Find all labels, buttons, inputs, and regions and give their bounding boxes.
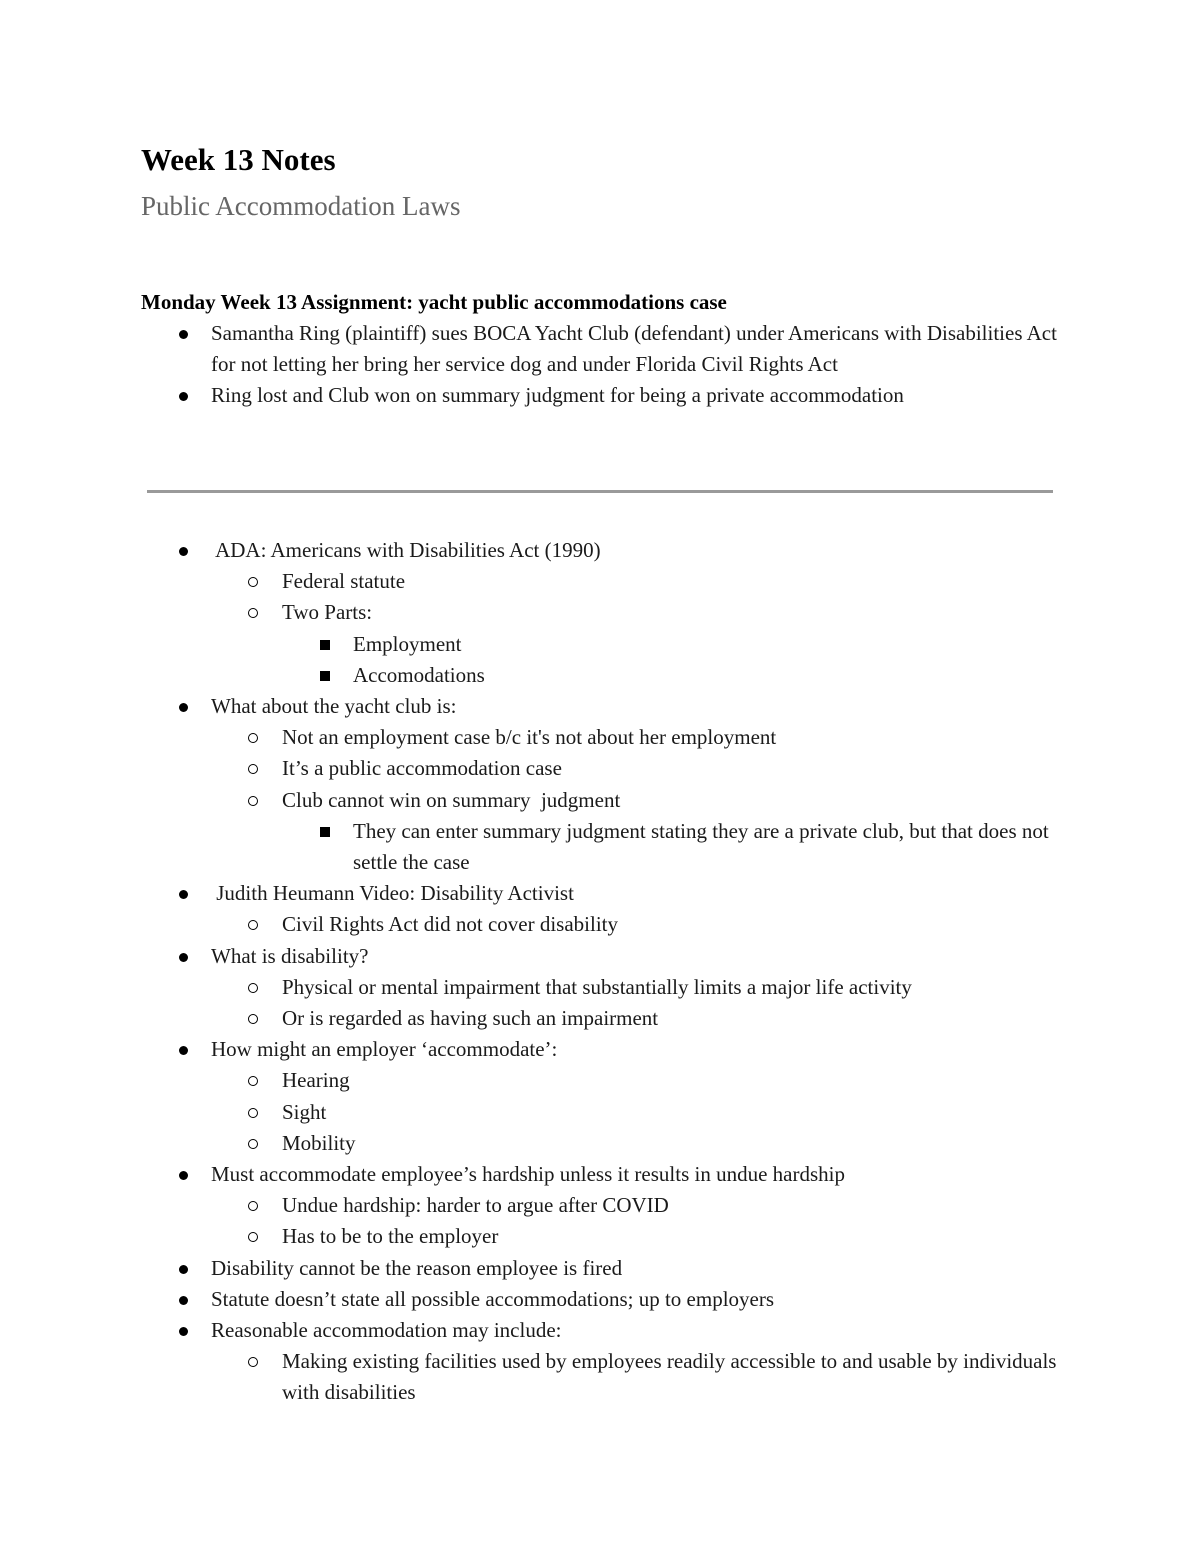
bullet-disc-icon [179, 1265, 188, 1274]
bullet-circle-icon [248, 1014, 258, 1024]
bullet-square-icon [320, 827, 330, 837]
list-item-text: Physical or mental impairment that substantially limits a major life activity [282, 974, 912, 999]
list-item [141, 691, 1061, 722]
bullet-square-icon [320, 640, 330, 650]
list-item [141, 1003, 1061, 1034]
list-item-text: What about the yacht club is: [211, 694, 457, 719]
bullet-disc-icon [179, 1327, 188, 1336]
list-item [141, 1284, 1061, 1315]
list-item [141, 1221, 1061, 1252]
list-item [141, 597, 1061, 628]
bullet-disc-icon [179, 1296, 188, 1305]
list-item-text: Sight [282, 1099, 327, 1124]
list-item-text: Reasonable accommodation may include: [211, 1318, 562, 1343]
list-item [141, 909, 1061, 940]
bullet-circle-icon [248, 1076, 258, 1086]
bullet-circle-icon [248, 983, 258, 993]
bullet-circle-icon [248, 1201, 258, 1211]
list-item-text: Or is regarded as having such an impairment [282, 1006, 659, 1031]
assignment-heading: Monday Week 13 Assignment: yacht public accommodations case [141, 290, 727, 314]
list-item [141, 753, 1061, 784]
bullet-disc-icon [179, 1046, 188, 1055]
bullet-circle-icon [248, 764, 258, 774]
bullet-square-icon [320, 671, 330, 681]
list-item [141, 785, 1061, 816]
list-item [141, 941, 1061, 972]
list-item [141, 878, 1061, 909]
list-item-text: Undue hardship: harder to argue after COVID [282, 1193, 669, 1218]
list-item-text: What is disability? [211, 943, 369, 968]
bullet-circle-icon [248, 577, 258, 587]
bullet-circle-icon [248, 608, 258, 618]
page-subtitle: Public Accommodation Laws [141, 191, 461, 221]
list-item-text: Ring lost and Club won on summary judgment for being a private accommodation [211, 383, 904, 408]
list-item-text: Mobility [282, 1130, 356, 1155]
assignment-list [141, 318, 1061, 412]
bullet-disc-icon [179, 547, 188, 556]
list-item-text: Not an employment case b/c it's not about her employment [282, 725, 777, 750]
bullet-circle-icon [248, 920, 258, 930]
list-item [141, 972, 1061, 1003]
list-item-text: Statute doesn’t state all possible accommodations; up to employers [211, 1286, 775, 1311]
bullet-circle-icon [248, 1108, 258, 1118]
list-item [141, 1253, 1061, 1284]
bullet-disc-icon [179, 1171, 188, 1180]
bullet-circle-icon [248, 1139, 258, 1149]
bullet-circle-icon [248, 1232, 258, 1242]
list-item [141, 660, 1061, 691]
list-item-text: ADA: Americans with Disabilities Act (1990) [211, 538, 601, 562]
list-item-text: Civil Rights Act did not cover disability [282, 912, 618, 937]
horizontal-divider [147, 490, 1053, 493]
bullet-circle-icon [248, 796, 258, 806]
list-item-text: Hearing [282, 1068, 350, 1093]
page-title: Week 13 Notes [141, 142, 336, 177]
list-item [141, 1159, 1061, 1190]
list-item-text: Disability cannot be the reason employee is fired [211, 1255, 623, 1280]
bullet-circle-icon [248, 1357, 258, 1367]
list-item-text: Two Parts: [282, 600, 373, 625]
list-item [141, 318, 1061, 380]
list-item-text: Employment [353, 631, 462, 656]
list-item [141, 1034, 1061, 1065]
list-item [141, 629, 1061, 660]
bullet-disc-icon [179, 703, 188, 712]
list-item-text: Club cannot win on summary judgment [282, 787, 621, 812]
list-item [141, 1190, 1061, 1221]
bullet-disc-icon [179, 890, 188, 899]
list-item [141, 1315, 1061, 1346]
list-item [141, 535, 1061, 566]
list-item-text: Must accommodate employee’s hardship unless it results in undue hardship [211, 1162, 845, 1187]
list-item [141, 380, 1061, 411]
list-item-text: Samantha Ring (plaintiff) sues BOCA Yacht Club (defendant) under Americans with Disabilities Act for not letting her bring her service dog and under Florida Civil Rights Act [211, 321, 1057, 377]
list-item [141, 816, 1061, 878]
list-item-text: How might an employer ‘accommodate’: [211, 1037, 558, 1062]
list-item [141, 566, 1061, 597]
list-item-text: It’s a public accommodation case [282, 756, 562, 781]
list-item-text: Judith Heumann Video: Disability Activist [211, 881, 574, 906]
list-item-text: Federal statute [282, 569, 406, 594]
list-item [141, 1097, 1061, 1128]
list-item [141, 722, 1061, 753]
list-item-text: Accomodations [353, 662, 485, 687]
bullet-disc-icon [179, 330, 188, 339]
bullet-circle-icon [248, 733, 258, 743]
list-item-text: Making existing facilities used by employees readily accessible to and usable by individuals with disabilities [282, 1349, 1057, 1405]
bullet-disc-icon [179, 953, 188, 962]
list-item-text: They can enter summary judgment stating they are a private club, but that does not settle the case [353, 818, 1049, 875]
list-item [141, 1128, 1061, 1159]
list-item [141, 1065, 1061, 1096]
list-item [141, 1346, 1061, 1408]
list-item-text: Has to be to the employer [282, 1224, 499, 1249]
bullet-disc-icon [179, 392, 188, 401]
notes-list [141, 535, 1061, 1409]
